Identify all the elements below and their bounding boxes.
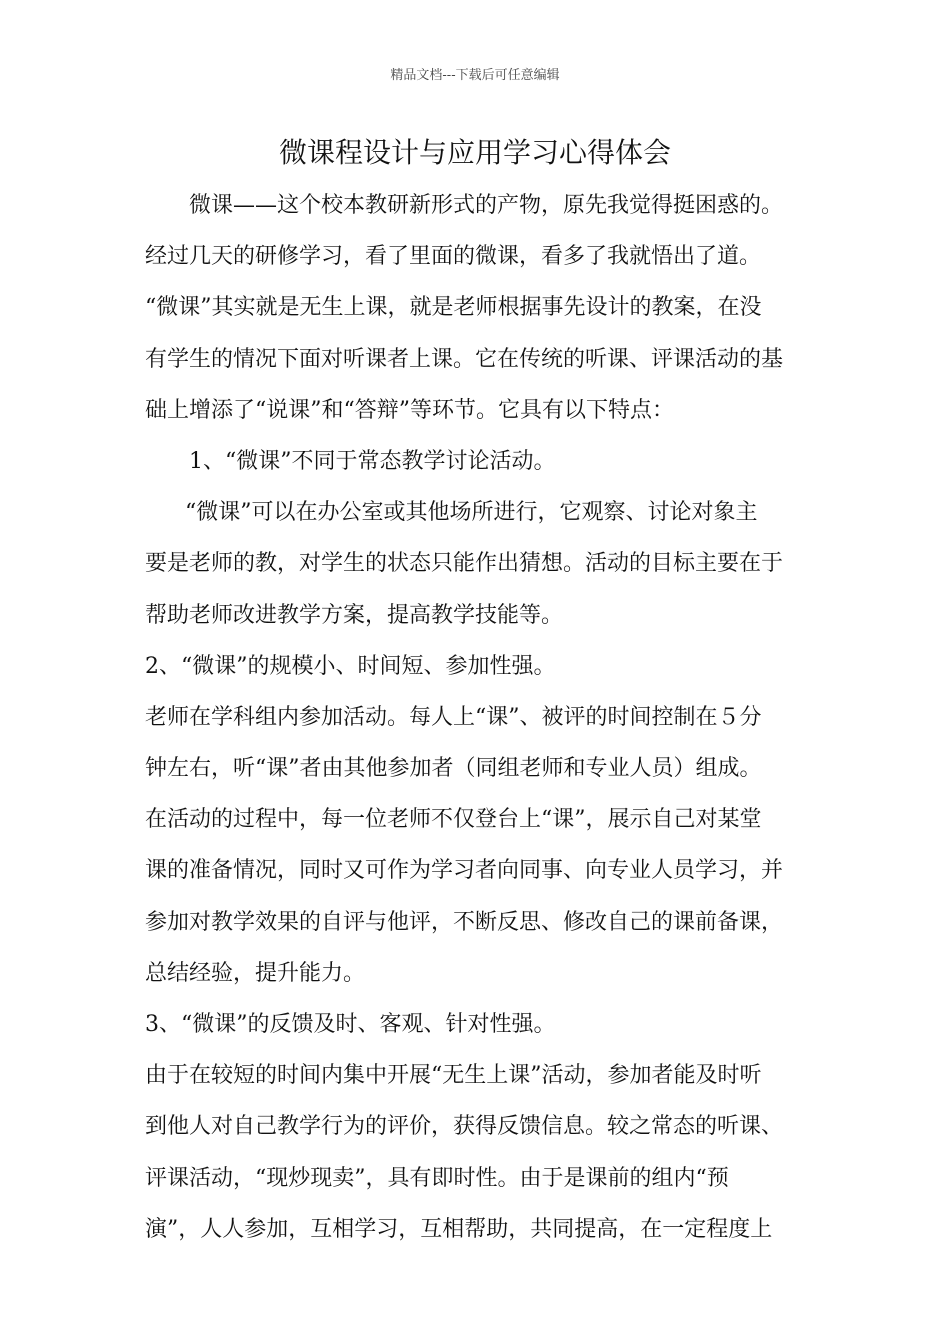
- body-line-19: 到他人对自己教学行为的评价，获得反馈信息。较之常态的听课、: [145, 1114, 784, 1140]
- body-line-1: 微课——这个校本教研新形式的产物，原先我觉得挺困惑的。: [189, 193, 784, 218]
- document-title: 微课程设计与应用学习心得体会: [278, 136, 671, 169]
- page-header: 精品文档---下载后可任意编辑: [390, 68, 560, 83]
- body-line-4: 有学生的情况下面对听课者上课。它在传统的听课、评课活动的基: [145, 346, 784, 372]
- section-heading-3: 3、“微课”的反馈及时、客观、针对性强。: [145, 1012, 556, 1037]
- body-line-16: 总结经验，提升能力。: [145, 960, 366, 986]
- body-line-21: 演”，人人参加，互相学习，互相帮助，共同提高，在一定程度上: [145, 1216, 773, 1242]
- body-line-5: 础上增添了“说课”和“答辩”等环节。它具有以下特点：: [145, 397, 674, 423]
- body-line-3: “微课”其实就是无生上课，就是老师根据事先设计的教案，在没: [145, 295, 762, 321]
- body-line-12: 钟左右，听“课”者由其他参加者（同组老师和专业人员）组成。: [145, 756, 762, 782]
- body-line-7: “微课”可以在办公室或其他场所进行，它观察、讨论对象主: [185, 500, 758, 526]
- body-line-11: 老师在学科组内参加活动。每人上“课”、被评的时间控制在５分: [145, 704, 762, 730]
- section-heading-1: 1、“微课”不同于常态教学讨论活动。: [189, 448, 556, 474]
- document-body: [145, 180, 810, 1255]
- body-line-14: 课的准备情况，同时又可作为学习者向同事、向专业人员学习，并: [145, 858, 784, 884]
- body-line-15: 参加对教学效果的自评与他评，不断反思、修改自己的课前备课，: [145, 909, 784, 935]
- section-heading-2: 2、“微课”的规模小、时间短、参加性强。: [145, 653, 556, 679]
- body-line-20: 评课活动，“现炒现卖”，具有即时性。由于是课前的组内“预: [145, 1165, 729, 1191]
- body-line-2: 经过几天的研修学习，看了里面的微课，看多了我就悟出了道。: [145, 244, 762, 270]
- body-line-8: 要是老师的教，对学生的状态只能作出猜想。活动的目标主要在于: [145, 551, 784, 577]
- body-line-9: 帮助老师改进教学方案，提高教学技能等。: [145, 602, 564, 628]
- body-line-18: 由于在较短的时间内集中开展“无生上课”活动，参加者能及时听: [145, 1063, 762, 1089]
- body-line-13: 在活动的过程中，每一位老师不仅登台上“课”，展示自己对某堂: [145, 807, 762, 833]
